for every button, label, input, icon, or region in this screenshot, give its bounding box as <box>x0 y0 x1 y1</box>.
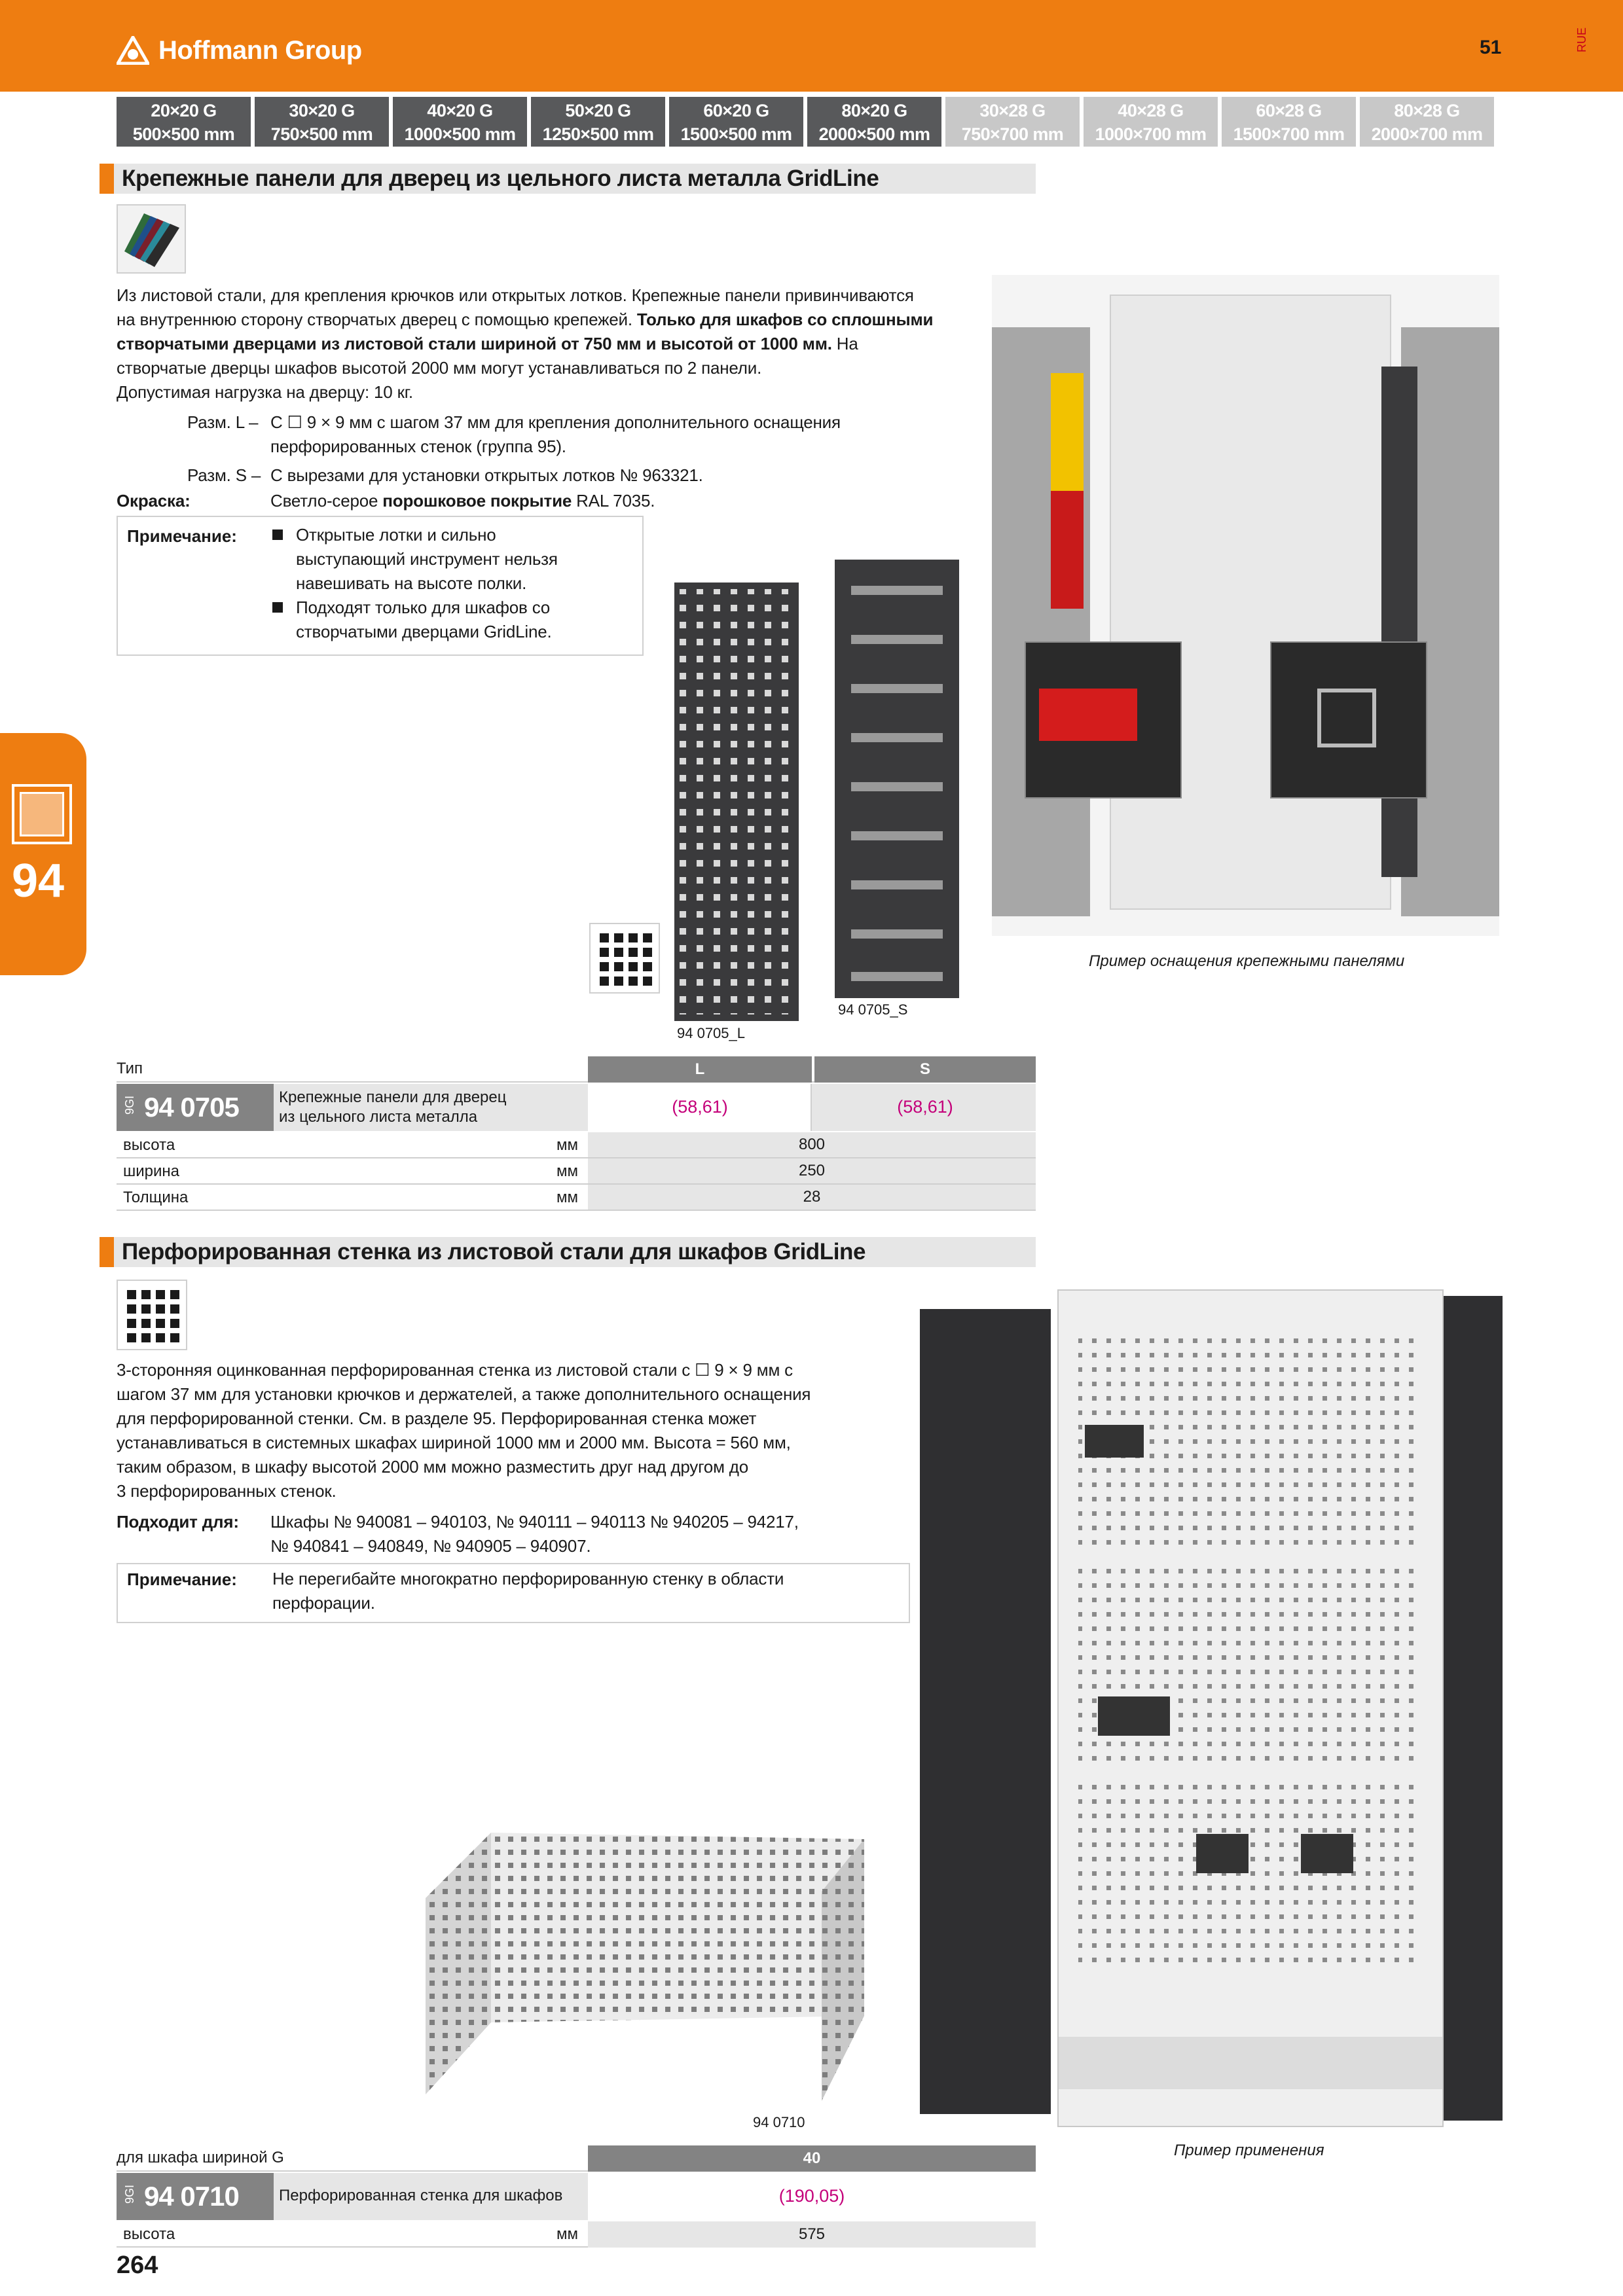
article-number: 94 0705 <box>144 1092 239 1122</box>
section1-description <box>117 283 1046 404</box>
article-badge: 9GI 94 0710 <box>117 2173 274 2220</box>
price-s: (58,61) <box>897 1097 953 1117</box>
cabinet-example-photo <box>992 275 1499 936</box>
section1-heading <box>100 164 1036 194</box>
red-bin <box>1039 689 1137 741</box>
section2-description <box>117 1358 922 1503</box>
size-cell[interactable]: 40×20 G 1000×500 mm <box>393 97 527 147</box>
detail-inset-hook <box>1270 641 1427 798</box>
table1-spec-rows <box>117 1132 1036 1211</box>
hook-bracket <box>1317 689 1376 747</box>
side-tab-number: 94 <box>12 855 65 907</box>
col-header-s: S <box>814 1056 1036 1083</box>
perforated-wall-image <box>412 1820 871 2108</box>
cabinet-interior <box>1057 1289 1444 2127</box>
note-list <box>272 523 639 644</box>
color-swatch-icon <box>117 204 186 274</box>
article-desc: Перфорированная стенка для шкафов <box>279 2187 563 2204</box>
table1-article-row[interactable] <box>117 1084 1036 1131</box>
language-tag: RUE <box>1575 27 1588 52</box>
coating-spec: Окраска: Светло-серое порошковое покрытие RAL 7035. <box>117 491 655 511</box>
detail-inset-bin <box>1025 641 1182 798</box>
page-number-bottom: 264 <box>117 2251 158 2279</box>
perforation-icon <box>589 923 660 994</box>
table1-header <box>117 1056 1036 1083</box>
article-desc: Крепежные панели для дверец из цельного листа металла <box>279 1088 507 1126</box>
desc-line: шагом 37 мм для установки крючков и держателей, а также дополнительного оснащения <box>117 1384 811 1404</box>
code-label-wall: 94 0710 <box>753 2114 805 2130</box>
right-door-dark <box>1444 1296 1503 2121</box>
spec-row: Толщина мм 28 <box>117 1185 1036 1211</box>
price-l: (58,61) <box>672 1097 728 1117</box>
desc-line: для перфорированной стенки. См. в разделе 95. Перфорированная стенка может <box>117 1408 757 1428</box>
size-cell[interactable]: 30×20 G 750×500 mm <box>255 97 389 147</box>
desc-line: на внутреннюю сторону створчатых дверец с помощью крепежей. Только для шкафов со сплошными <box>117 310 934 329</box>
cabinet-application-photo <box>920 1289 1503 2127</box>
code-label-s: 94 0705_S <box>838 1001 908 1018</box>
panel-l-image <box>674 583 799 1021</box>
desc-line: Из листовой стали, для крепления крючков или открытых лотков. Крепежные панели привинчиваются <box>117 285 914 305</box>
size-cell[interactable]: 80×20 G 2000×500 mm <box>807 97 941 147</box>
desc-line: Допустимая нагрузка на дверцу: 10 кг. <box>117 382 413 402</box>
left-door-dark <box>920 1309 1051 2114</box>
col-header-l: L <box>588 1056 812 1083</box>
photo1-caption: Пример оснащения крепежными панелями <box>1089 952 1405 970</box>
size-cell[interactable]: 20×20 G 500×500 mm <box>117 97 251 147</box>
hoffmann-logo-icon <box>117 36 149 65</box>
note-text: Не перегибайте многократно перфорированную стенку в области перфорации. <box>272 1569 784 1613</box>
size-cell[interactable]: 60×28 G 1500×700 mm <box>1222 97 1356 147</box>
fits-spec: Подходит для: Шкафы № 940081 – 940103, № 940111 – 940113 № 940205 – 94217, № 940841 – 940849, № 940905 – 940907. <box>117 1512 799 1556</box>
section2-note-box <box>117 1563 910 1623</box>
note-item: Открытые лотки и сильно выступающий инструмент нельзя навешивать на высоте полки. <box>272 523 639 596</box>
article-number: 94 0710 <box>144 2181 239 2212</box>
table2-article-row[interactable] <box>117 2173 1036 2220</box>
bullet-icon <box>272 602 283 613</box>
spec-row: ширина мм 250 <box>117 1158 1036 1185</box>
spec-row: высота мм 800 <box>117 1132 1036 1158</box>
price: (190,05) <box>778 2186 845 2206</box>
note-item: Подходят только для шкафов со створчатыми дверцами GridLine. <box>272 596 639 644</box>
desc-line: таким образом, в шкафу высотой 2000 мм можно разместить друг над другом до <box>117 1457 748 1477</box>
cabinet-size-strip <box>117 97 1494 147</box>
code-label-l: 94 0705_L <box>677 1025 745 1041</box>
section1-title: Крепежные панели для дверец из цельного листа металла GridLine <box>122 166 879 191</box>
door-panel <box>1381 367 1417 877</box>
desc-line: створчатыми дверцами из листовой стали шириной от 750 мм и высотой от 1000 мм. На <box>117 334 858 353</box>
desc-line: створчатые дверцы шкафов высотой 2000 мм могут устанавливаться по 2 панели. <box>117 358 762 378</box>
cabinet-section-icon <box>12 784 72 844</box>
desc-line: 3-сторонняя оцинкованная перфорированная стенка из листовой стали с ☐ 9 × 9 мм с <box>117 1360 793 1380</box>
size-cell[interactable]: 30×28 G 750×700 mm <box>945 97 1080 147</box>
section2-title: Перфорированная стенка из листовой стали для шкафов GridLine <box>122 1239 866 1265</box>
table2-spec-row: высота мм 575 <box>117 2221 1036 2248</box>
size-cell[interactable]: 50×20 G 1250×500 mm <box>531 97 665 147</box>
size-s-spec: Разм. S – С вырезами для установки открытых лотков № 963321. <box>187 465 703 485</box>
cabinet-icon-inner <box>20 792 64 836</box>
size-cell[interactable]: 60×20 G 1500×500 mm <box>669 97 803 147</box>
heading-accent-bar <box>100 1237 114 1267</box>
perforation-icon <box>117 1280 187 1350</box>
section2-heading <box>100 1237 1036 1267</box>
page-number-top: 51 <box>1480 37 1502 58</box>
width-label: для шкафа шириной G <box>117 2149 284 2166</box>
bullet-icon <box>272 529 283 540</box>
col-header-40: 40 <box>588 2145 1036 2172</box>
panel-s-image <box>835 560 959 998</box>
red-bins <box>1051 491 1084 609</box>
table2-header <box>117 2145 1036 2172</box>
size-l-spec: Разм. L – С ☐ 9 × 9 мм с шагом 37 мм для крепления дополнительного оснащения перфорированных стенок (группа 95). <box>187 412 841 456</box>
article-badge: 9GI 94 0705 <box>117 1084 274 1131</box>
type-label: Тип <box>117 1060 143 1077</box>
desc-line: 3 перфорированных стенок. <box>117 1481 337 1501</box>
note-label: Примечание: <box>127 526 237 546</box>
size-cell[interactable]: 40×28 G 1000×700 mm <box>1084 97 1218 147</box>
desc-line: устанавливаться в системных шкафах шириной 1000 мм и 2000 мм. Высота = 560 мм, <box>117 1433 791 1452</box>
brand-name: Hoffmann Group <box>158 35 362 65</box>
note-label: Примечание: <box>127 1570 237 1589</box>
size-cell[interactable]: 80×28 G 2000×700 mm <box>1360 97 1494 147</box>
cabinet-body <box>1110 295 1391 910</box>
brand-logo[interactable] <box>117 34 362 67</box>
section1-note-box <box>117 516 644 656</box>
photo2-caption: Пример применения <box>1174 2142 1324 2159</box>
heading-accent-bar <box>100 164 114 194</box>
